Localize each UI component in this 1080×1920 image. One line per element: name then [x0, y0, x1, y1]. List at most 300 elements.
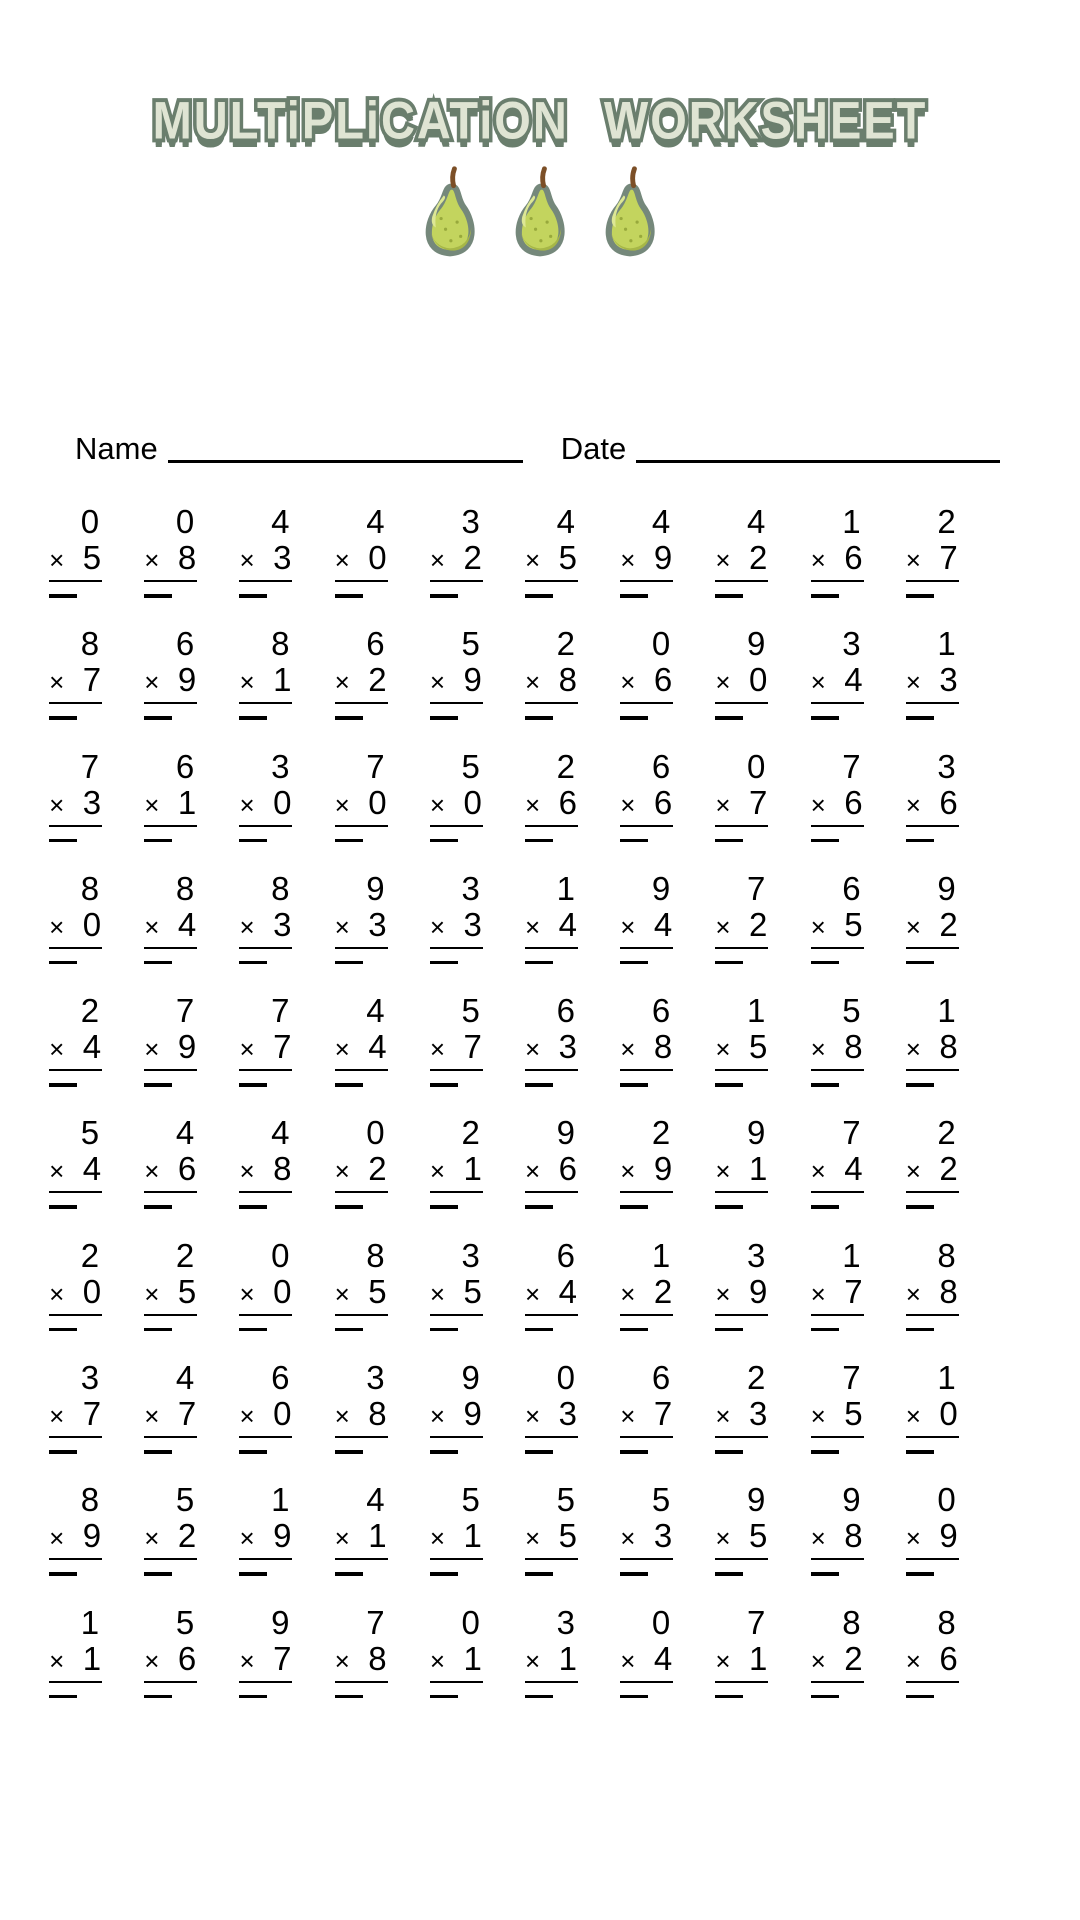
bottom-operand: 8	[368, 1395, 387, 1433]
operator-row	[811, 1641, 864, 1683]
top-operand: 8	[937, 1603, 956, 1641]
bottom-operand: 7	[273, 1639, 292, 1677]
multiplication-problem	[525, 749, 578, 871]
problem-cell	[28, 871, 123, 993]
top-operand: 6	[651, 1359, 671, 1397]
answer-line	[906, 594, 934, 598]
multiply-sign: ×	[715, 545, 731, 575]
top-operand: 1	[842, 1236, 861, 1274]
answer-line	[430, 839, 458, 843]
answer-line	[49, 594, 77, 598]
multiply-sign: ×	[144, 1034, 160, 1065]
problems-row	[28, 749, 980, 871]
multiply-sign: ×	[715, 1278, 731, 1309]
operator-row	[144, 907, 197, 949]
answer-line	[144, 961, 172, 965]
top-operand: 9	[651, 869, 671, 907]
bottom-operand: 5	[82, 539, 102, 576]
multiplication-problem	[430, 1238, 483, 1360]
bottom-operand: 2	[368, 661, 387, 699]
answer-line	[525, 1083, 553, 1087]
bottom-operand: 6	[653, 783, 673, 821]
bottom-operand: 6	[844, 539, 863, 576]
answer-line	[335, 716, 363, 720]
bottom-operand: 5	[844, 1395, 863, 1433]
operator-row	[906, 1518, 959, 1560]
multiply-sign: ×	[810, 789, 826, 820]
bottom-operand: 8	[273, 1150, 292, 1188]
multiply-sign: ×	[239, 1278, 255, 1309]
multiplication-problem	[144, 993, 197, 1115]
multiplication-problem	[620, 1360, 673, 1482]
top-operand: 2	[556, 747, 576, 785]
top-operand: 0	[271, 1236, 290, 1274]
answer-line	[715, 594, 743, 598]
multiply-sign: ×	[620, 667, 636, 698]
answer-line	[620, 1572, 648, 1576]
problem-cell	[28, 504, 123, 626]
multiplication-problem	[811, 1605, 864, 1727]
answer-line	[430, 716, 458, 720]
top-operand: 9	[747, 1481, 766, 1519]
multiply-sign: ×	[429, 1034, 446, 1065]
top-operand: 4	[366, 1481, 385, 1519]
multiplication-problem	[239, 1238, 292, 1360]
top-operand: 6	[366, 625, 385, 663]
top-operand: 1	[747, 992, 766, 1030]
operator-row	[715, 1274, 768, 1316]
problem-cell	[885, 871, 980, 993]
answer-line	[430, 1572, 458, 1576]
multiply-sign: ×	[144, 1278, 160, 1309]
answer-line	[906, 1205, 934, 1209]
problem-cell	[409, 1238, 504, 1360]
answer-line	[906, 1328, 934, 1332]
multiplication-problem	[715, 993, 768, 1115]
top-operand: 7	[842, 1359, 861, 1397]
bottom-operand: 7	[653, 1395, 673, 1433]
top-operand: 9	[747, 1114, 766, 1152]
answer-line	[906, 961, 934, 965]
top-operand: 0	[937, 1481, 956, 1519]
multiply-sign: ×	[905, 545, 921, 575]
top-operand: 7	[80, 747, 100, 785]
operator-row	[525, 907, 578, 949]
bottom-operand: 0	[273, 783, 292, 821]
problem-cell	[123, 1482, 218, 1604]
problem-cell	[123, 1605, 218, 1727]
operator-row	[811, 1274, 864, 1316]
multiplication-problem	[525, 871, 578, 993]
top-operand: 4	[556, 503, 576, 540]
top-operand: 1	[842, 503, 861, 540]
multiplication-problem	[906, 504, 959, 626]
top-operand: 4	[747, 503, 766, 540]
answer-line	[49, 1695, 77, 1699]
top-operand: 9	[747, 625, 766, 663]
bottom-operand: 3	[82, 783, 102, 821]
multiplication-problem	[335, 1605, 388, 1727]
multiply-sign: ×	[429, 1645, 446, 1676]
answer-line	[525, 961, 553, 965]
multiplication-problem	[430, 504, 483, 626]
bottom-operand: 1	[558, 1639, 578, 1677]
top-operand: 3	[461, 503, 480, 540]
top-operand: 5	[175, 1481, 195, 1519]
answer-line	[906, 1695, 934, 1699]
problem-cell	[314, 504, 409, 626]
multiplication-problem	[811, 993, 864, 1115]
multiply-sign: ×	[49, 1156, 65, 1187]
multiplication-problem	[906, 871, 959, 993]
multiplication-problem	[715, 626, 768, 748]
bottom-operand: 3	[273, 539, 292, 576]
top-operand: 0	[556, 1359, 576, 1397]
top-operand: 2	[651, 1114, 671, 1152]
operator-row	[49, 1396, 102, 1438]
multiplication-problem	[620, 1605, 673, 1727]
answer-line	[144, 716, 172, 720]
answer-line	[906, 839, 934, 843]
bottom-operand: 9	[653, 1150, 673, 1188]
problems-row	[28, 1115, 980, 1237]
multiplication-problem	[49, 1482, 102, 1604]
problem-cell	[694, 1605, 789, 1727]
top-operand: 5	[461, 747, 480, 785]
multiplication-problem	[906, 1482, 959, 1604]
answer-line	[239, 839, 267, 843]
multiplication-problem	[620, 871, 673, 993]
operator-row	[525, 1518, 578, 1560]
operator-row	[525, 1151, 578, 1193]
top-operand: 7	[271, 992, 290, 1030]
operator-row	[49, 1641, 102, 1683]
bottom-operand: 2	[368, 1150, 387, 1188]
name-date-row	[75, 430, 1000, 468]
multiply-sign: ×	[239, 789, 255, 820]
answer-line	[525, 1695, 553, 1699]
answer-line	[620, 961, 648, 965]
multiply-sign: ×	[49, 789, 65, 820]
multiplication-problem	[239, 626, 292, 748]
answer-line	[906, 716, 934, 720]
top-operand: 4	[271, 503, 290, 540]
answer-line	[811, 961, 839, 965]
top-operand: 0	[175, 503, 195, 540]
multiply-sign: ×	[525, 789, 541, 820]
top-operand: 9	[271, 1603, 290, 1641]
bottom-operand: 9	[273, 1517, 292, 1555]
multiplication-problem	[811, 1115, 864, 1237]
problem-cell	[790, 504, 885, 626]
operator-row	[906, 540, 959, 582]
problem-cell	[123, 871, 218, 993]
bottom-operand: 8	[939, 1028, 958, 1066]
problem-cell	[504, 626, 599, 748]
problems-row	[28, 1482, 980, 1604]
answer-line	[239, 716, 267, 720]
operator-row	[49, 785, 102, 827]
multiply-sign: ×	[429, 1278, 446, 1309]
answer-line	[335, 961, 363, 965]
bottom-operand: 9	[939, 1517, 958, 1555]
top-operand: 4	[366, 992, 385, 1030]
problem-cell	[314, 1238, 409, 1360]
operator-row	[144, 662, 197, 704]
problem-cell	[694, 993, 789, 1115]
answer-line	[620, 1083, 648, 1087]
problem-cell	[28, 1360, 123, 1482]
operator-row	[239, 785, 292, 827]
operator-row	[715, 1151, 768, 1193]
operator-row	[811, 540, 864, 582]
top-operand: 5	[842, 992, 861, 1030]
bottom-operand: 9	[177, 661, 197, 699]
operator-row	[620, 907, 673, 949]
top-operand: 6	[271, 1359, 290, 1397]
problem-cell	[599, 1605, 694, 1727]
top-operand: 1	[937, 1359, 956, 1397]
bottom-operand: 3	[939, 661, 958, 699]
bottom-operand: 7	[749, 783, 768, 821]
multiply-sign: ×	[144, 1645, 160, 1676]
operator-row	[239, 1029, 292, 1071]
bottom-operand: 4	[558, 1272, 578, 1310]
multiply-sign: ×	[334, 545, 350, 575]
bottom-operand: 4	[844, 1150, 863, 1188]
multiplication-problem	[335, 749, 388, 871]
problem-cell	[599, 1482, 694, 1604]
multiplication-problem	[811, 749, 864, 871]
multiply-sign: ×	[239, 1645, 255, 1676]
bottom-operand: 4	[653, 905, 673, 943]
problem-cell	[218, 1360, 313, 1482]
top-operand: 6	[556, 992, 576, 1030]
operator-row	[811, 1518, 864, 1560]
bottom-operand: 9	[177, 1028, 197, 1066]
multiply-sign: ×	[239, 911, 255, 942]
multiply-sign: ×	[810, 1645, 826, 1676]
multiply-sign: ×	[334, 911, 350, 942]
problem-cell	[694, 626, 789, 748]
problem-cell	[28, 1238, 123, 1360]
answer-line	[49, 1450, 77, 1454]
operator-row	[906, 785, 959, 827]
answer-line	[620, 1695, 648, 1699]
bottom-operand: 8	[653, 1028, 673, 1066]
problem-cell	[28, 993, 123, 1115]
multiply-sign: ×	[429, 911, 446, 942]
multiply-sign: ×	[239, 1401, 255, 1432]
answer-line	[525, 1450, 553, 1454]
top-operand: 0	[651, 625, 671, 663]
multiply-sign: ×	[715, 911, 731, 942]
bottom-operand: 4	[82, 1028, 102, 1066]
problem-cell	[314, 1360, 409, 1482]
operator-row	[620, 662, 673, 704]
operator-row	[715, 1029, 768, 1071]
operator-row	[620, 1641, 673, 1683]
multiply-sign: ×	[810, 1523, 826, 1554]
operator-row	[906, 1151, 959, 1193]
multiplication-problem	[525, 1360, 578, 1482]
operator-row	[144, 1518, 197, 1560]
multiplication-problem	[430, 626, 483, 748]
problem-cell	[504, 749, 599, 871]
top-operand: 2	[747, 1359, 766, 1397]
top-operand: 5	[175, 1603, 195, 1641]
multiplication-problem	[811, 871, 864, 993]
multiplication-problem	[620, 504, 673, 626]
answer-line	[715, 1450, 743, 1454]
top-operand: 5	[461, 1481, 480, 1519]
multiplication-problem	[144, 1605, 197, 1727]
bottom-operand: 8	[558, 661, 578, 699]
top-operand: 1	[937, 625, 956, 663]
multiply-sign: ×	[49, 667, 65, 698]
problem-cell	[218, 871, 313, 993]
multiply-sign: ×	[144, 1401, 160, 1432]
top-operand: 8	[842, 1603, 861, 1641]
multiplication-problem	[715, 749, 768, 871]
problem-cell	[28, 1115, 123, 1237]
multiplication-problem	[144, 504, 197, 626]
answer-line	[906, 1572, 934, 1576]
multiply-sign: ×	[334, 667, 350, 698]
answer-line	[144, 1328, 172, 1332]
operator-row	[525, 1396, 578, 1438]
top-operand: 4	[175, 1114, 195, 1152]
problem-cell	[218, 626, 313, 748]
bottom-operand: 6	[844, 783, 863, 821]
multiply-sign: ×	[905, 1278, 921, 1309]
bottom-operand: 6	[653, 661, 673, 699]
multiplication-problem	[335, 1360, 388, 1482]
bottom-operand: 3	[749, 1395, 768, 1433]
operator-row	[906, 1641, 959, 1683]
multiplication-problem	[239, 1360, 292, 1482]
problem-cell	[885, 993, 980, 1115]
bottom-operand: 3	[368, 905, 387, 943]
problem-cell	[504, 1605, 599, 1727]
problem-cell	[694, 1238, 789, 1360]
date-label: Date	[560, 431, 627, 466]
multiplication-problem	[144, 626, 197, 748]
operator-row	[239, 1396, 292, 1438]
operator-row	[620, 1151, 673, 1193]
top-operand: 3	[556, 1603, 576, 1641]
top-operand: 8	[366, 1236, 385, 1274]
multiply-sign: ×	[525, 1645, 541, 1676]
multiply-sign: ×	[144, 911, 160, 942]
multiplication-problem	[144, 749, 197, 871]
operator-row	[430, 1518, 483, 1560]
bottom-operand: 1	[368, 1517, 387, 1555]
multiplication-problem	[811, 626, 864, 748]
answer-line	[239, 961, 267, 965]
multiplication-problem	[239, 1115, 292, 1237]
answer-line	[335, 839, 363, 843]
answer-line	[715, 1205, 743, 1209]
multiply-sign: ×	[334, 1034, 350, 1065]
multiplication-problem	[620, 749, 673, 871]
top-operand: 3	[937, 747, 956, 785]
bottom-operand: 2	[939, 905, 958, 943]
answer-line	[144, 1572, 172, 1576]
answer-line	[715, 961, 743, 965]
top-operand: 2	[937, 503, 956, 540]
top-operand: 4	[175, 1359, 195, 1397]
multiplication-problem	[906, 1605, 959, 1727]
problem-cell	[790, 1115, 885, 1237]
operator-row	[430, 1396, 483, 1438]
problem-cell	[123, 1360, 218, 1482]
problem-cell	[599, 993, 694, 1115]
answer-line	[239, 1205, 267, 1209]
operator-row	[620, 1274, 673, 1316]
multiply-sign: ×	[810, 545, 826, 575]
multiplication-problem	[906, 626, 959, 748]
multiplication-problem	[525, 504, 578, 626]
multiplication-problem	[144, 871, 197, 993]
multiplication-problem	[239, 749, 292, 871]
multiply-sign: ×	[810, 911, 826, 942]
multiply-sign: ×	[905, 667, 921, 698]
multiplication-problem	[620, 993, 673, 1115]
problem-cell	[694, 1482, 789, 1604]
top-operand: 5	[556, 1481, 576, 1519]
multiplication-problem	[525, 1482, 578, 1604]
top-operand: 2	[80, 992, 100, 1030]
operator-row	[239, 662, 292, 704]
answer-line	[715, 839, 743, 843]
bottom-operand: 1	[177, 783, 197, 821]
multiply-sign: ×	[620, 545, 636, 575]
multiply-sign: ×	[429, 1401, 446, 1432]
multiply-sign: ×	[429, 1523, 446, 1554]
multiply-sign: ×	[49, 1034, 65, 1065]
top-operand: 5	[651, 1481, 671, 1519]
multiplication-problem	[430, 871, 483, 993]
problem-cell	[409, 749, 504, 871]
problem-cell	[599, 626, 694, 748]
problem-cell	[218, 1605, 313, 1727]
multiply-sign: ×	[49, 1401, 65, 1432]
operator-row	[715, 662, 768, 704]
multiply-sign: ×	[49, 911, 65, 942]
problem-cell	[694, 749, 789, 871]
bottom-operand: 3	[653, 1517, 673, 1555]
operator-row	[239, 1641, 292, 1683]
bottom-operand: 4	[82, 1150, 102, 1188]
top-operand: 6	[175, 625, 195, 663]
answer-line	[335, 1083, 363, 1087]
multiply-sign: ×	[525, 667, 541, 698]
bottom-operand: 7	[844, 1272, 863, 1310]
bottom-operand: 7	[177, 1395, 197, 1433]
top-operand: 6	[651, 992, 671, 1030]
top-operand: 5	[461, 992, 480, 1030]
multiply-sign: ×	[239, 545, 255, 575]
answer-line	[430, 1083, 458, 1087]
multiplication-problem	[715, 504, 768, 626]
multiplication-problem	[620, 1482, 673, 1604]
answer-line	[906, 1083, 934, 1087]
answer-line	[620, 594, 648, 598]
operator-row	[335, 785, 388, 827]
operator-row	[525, 1029, 578, 1071]
problem-cell	[123, 993, 218, 1115]
